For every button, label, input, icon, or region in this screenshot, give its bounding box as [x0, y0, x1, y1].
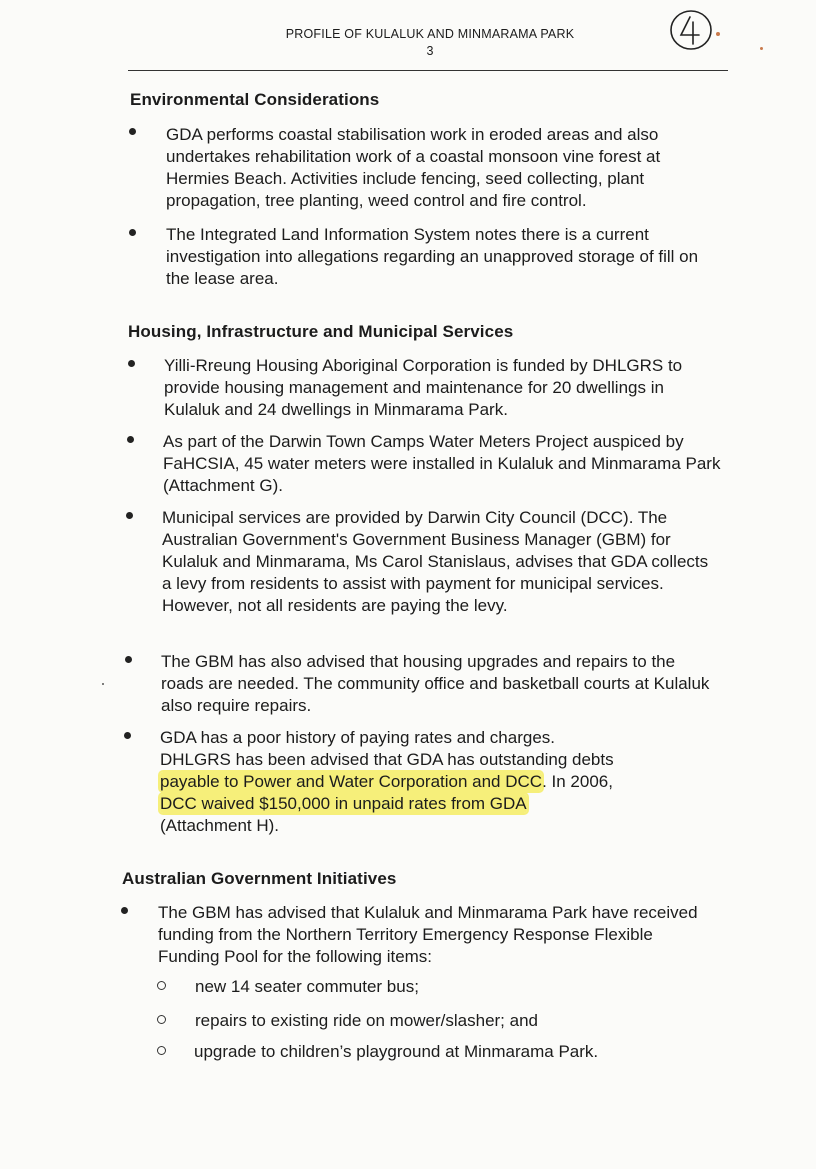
bullet-dot	[129, 128, 136, 135]
bullet-dot	[127, 436, 134, 443]
heading-environmental-considerations: Environmental Considerations	[130, 90, 380, 109]
env-bullet-coastal: GDA performs coastal stabilisation work in eroded areas and also undertakes rehabilitation work of a coastal monsoon vine forest at Hermies Beach. Activities include fencing, seed collecting, plant propagation, tree planting, weed control and fire control.	[166, 125, 661, 210]
gda-line-4: (Attachment H).	[160, 816, 280, 835]
gda-line-1: GDA has a poor history of paying rates and charges.	[160, 728, 556, 747]
heading-housing-infrastructure: Housing, Infrastructure and Municipal Services	[128, 322, 514, 341]
page-header-title: PROFILE OF KULALUK AND MINMARAMA PARK	[285, 27, 575, 41]
bullet-dot	[121, 907, 128, 914]
sub-bullet-circle	[157, 981, 166, 990]
handwritten-page-mark	[668, 8, 714, 52]
bullet-dot	[129, 229, 136, 236]
heading-australian-government-initiatives: Australian Government Initiatives	[122, 869, 397, 888]
highlighted-text-power-water: payable to Power and Water Corporation and DCC	[160, 772, 543, 791]
stain-speck	[716, 32, 720, 36]
bullet-dot	[124, 732, 131, 739]
gda-line-2: DHLGRS has been advised that GDA has outstanding debts	[160, 750, 614, 769]
sub-bullet-circle	[157, 1015, 166, 1024]
funding-item-mower-repairs: repairs to existing ride on mower/slasher; and	[195, 1011, 538, 1030]
housing-bullet-gda-debts	[160, 727, 740, 837]
env-bullet-ilis: The Integrated Land Information System notes there is a current investigation into allegations regarding an unapproved storage of fill on the lease area.	[166, 225, 699, 288]
housing-bullet-water-meters: As part of the Darwin Town Camps Water Meters Project auspiced by FaHCSIA, 45 water meters were installed in Kulaluk and Minmarama Park (Attachment G).	[163, 432, 721, 495]
bullet-dot	[126, 512, 133, 519]
sub-bullet-circle	[157, 1046, 166, 1055]
bullet-dot	[128, 360, 135, 367]
housing-bullet-municipal: Municipal services are provided by Darwin City Council (DCC). The Australian Government's Government Business Manager (GBM) for Kulaluk and Minmarama, Ms Carol Stanislaus, advises that GDA collects a levy from residents to assist with payment for municipal services. However, not all residents are paying the levy.	[162, 508, 709, 615]
bullet-dot	[125, 656, 132, 663]
stain-speck	[760, 47, 763, 50]
stain-speck	[102, 683, 104, 685]
housing-bullet-upgrades: The GBM has also advised that housing upgrades and repairs to the roads are needed. The community office and basketball courts at Kulaluk also require repairs.	[161, 652, 710, 715]
funding-item-playground: upgrade to children’s playground at Minmarama Park.	[194, 1042, 599, 1061]
funding-item-commuter-bus: new 14 seater commuter bus;	[195, 977, 419, 996]
highlighted-text-dcc-waived: DCC waived $150,000 in unpaid rates from GDA	[160, 794, 527, 813]
handwritten-four-icon	[668, 8, 714, 52]
header-divider	[128, 70, 728, 71]
page-number: 3	[426, 44, 434, 58]
housing-bullet-yilli-rreung: Yilli-Rreung Housing Aboriginal Corporation is funded by DHLGRS to provide housing management and maintenance for 20 dwellings in Kulaluk and 24 dwellings in Minmarama Park.	[164, 356, 683, 419]
initiatives-bullet-funding: The GBM has advised that Kulaluk and Minmarama Park have received funding from the Northern Territory Emergency Response Flexible Funding Pool for the following items:	[158, 903, 698, 966]
gda-line-3-tail: . In 2006,	[542, 772, 613, 791]
